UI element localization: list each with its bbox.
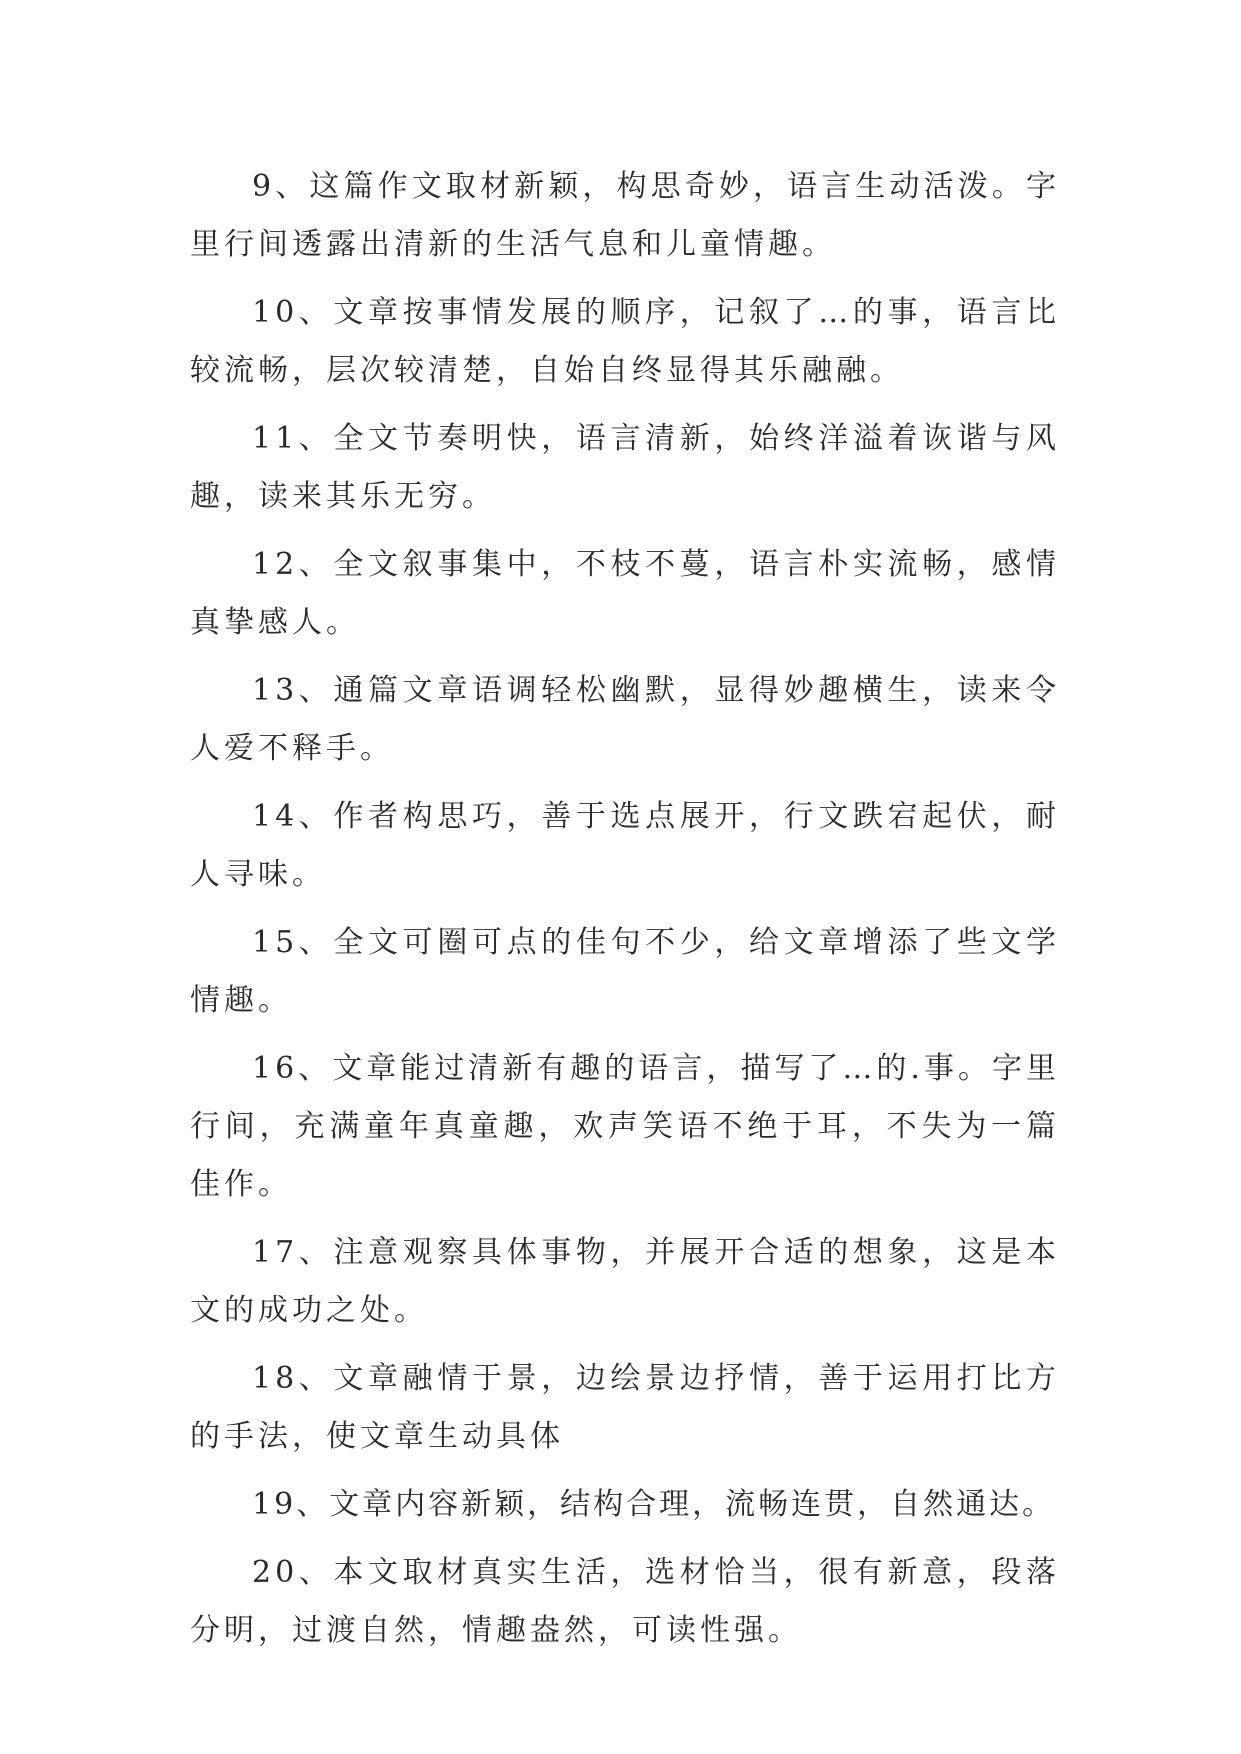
paragraph-14: 14、作者构思巧，善于选点展开，行文跌宕起伏，耐人寻味。 [190,799,1060,892]
paragraph-15: 15、全文可圈可点的佳句不少，给文章增添了些文学情趣。 [190,925,1060,1018]
paragraph-18: 18、文章融情于景，边绘景边抒情，善于运用打比方的手法，使文章生动具体 [190,1361,1060,1454]
paragraph-9: 9、这篇作文取材新颖，构思奇妙，语言生动活泼。字里行间透露出清新的生活气息和儿童情趣。 [190,169,1060,262]
paragraph-12: 12、全文叙事集中，不枝不蔓，语言朴实流畅，感情真挚感人。 [190,547,1060,640]
paragraph-16: 16、文章能过清新有趣的语言，描写了…的.事。字里行间，充满童年真童趣，欢声笑语不绝于耳，不失为一篇佳作。 [190,1051,1060,1202]
paragraph-19: 19、文章内容新颖，结构合理，流畅连贯，自然通达。 [252,1487,1056,1522]
paragraph-20: 20、本文取材真实生活，选材恰当，很有新意，段落分明，过渡自然，情趣盎然，可读性强。 [190,1555,1060,1648]
paragraph-10: 10、文章按事情发展的顺序，记叙了…的事，语言比较流畅，层次较清楚，自始自终显得其乐融融。 [190,295,1060,388]
document-body [190,158,1060,1670]
paragraph-11: 11、全文节奏明快，语言清新，始终洋溢着诙谐与风趣，读来其乐无穷。 [190,421,1060,514]
paragraph-17: 17、注意观察具体事物，并展开合适的想象，这是本文的成功之处。 [190,1235,1060,1328]
paragraph-13: 13、通篇文章语调轻松幽默，显得妙趣横生，读来令人爱不释手。 [190,673,1060,766]
